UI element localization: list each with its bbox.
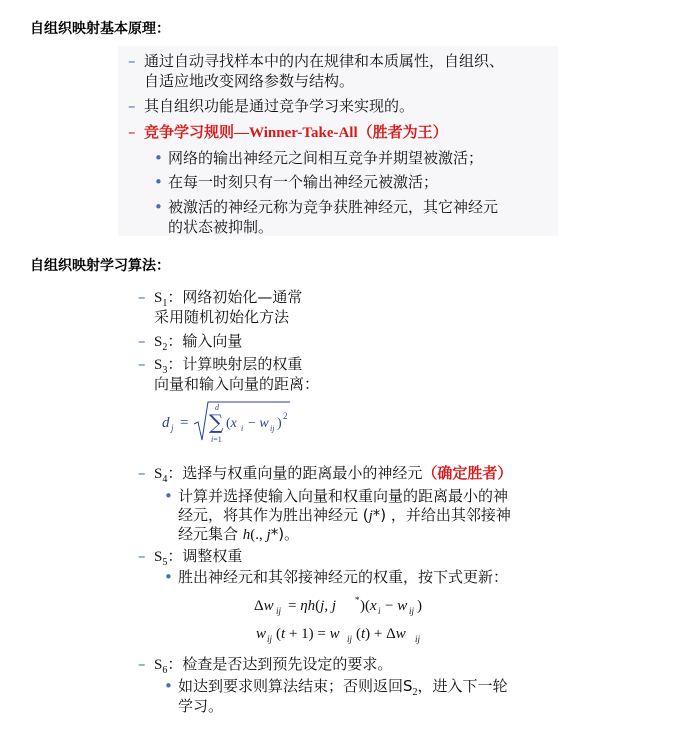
svg-text:Δw: Δw	[254, 598, 274, 614]
dash-icon: –	[138, 288, 146, 306]
svg-text:)(x: )(x	[360, 598, 377, 614]
dash-icon: –	[138, 547, 146, 565]
step-s2: – $S_2$：输入向量	[138, 332, 243, 353]
svg-text:− w: − w	[248, 416, 269, 431]
svg-text:ij: ij	[276, 606, 282, 616]
dash-icon: –	[138, 332, 146, 350]
svg-text:j: j	[171, 423, 174, 433]
svg-text:∑: ∑	[209, 410, 224, 434]
dash-icon: –	[128, 123, 136, 141]
svg-text:d: d	[215, 403, 219, 412]
s4-bullet-line3: 经元集合 h(., j*)。	[178, 525, 300, 543]
svg-text:): )	[277, 416, 282, 431]
step-s3-line2: 向量和输入向量的距离：	[154, 375, 320, 393]
s5-bullet: • 胜出神经元和其邻接神经元的权重，按下式更新：	[164, 568, 509, 586]
s1-bullet1: • 网络的输出神经元之间相互竞争并期望被激活；	[154, 149, 484, 167]
dash-icon: –	[138, 655, 146, 673]
svg-text:w: w	[256, 626, 267, 642]
svg-text:d: d	[162, 415, 170, 431]
s4-bullet-line2: 经元，将其作为胜出神经元 (j*) ，并给出其邻接神	[178, 506, 511, 524]
svg-text:ij: ij	[409, 606, 415, 616]
dash-icon: –	[138, 464, 146, 482]
dash-icon: –	[128, 52, 136, 70]
dash-icon: –	[138, 355, 146, 373]
svg-text:− w: − w	[385, 598, 408, 614]
step-s5: – $S_5$：调整权重	[138, 547, 243, 568]
dash-icon: –	[128, 97, 136, 115]
bullet-icon: •	[164, 568, 173, 586]
step-s1-line1: – $S_1$：网络初始化—通常	[138, 288, 303, 309]
svg-text:=: =	[180, 415, 189, 431]
svg-text:ij: ij	[347, 634, 353, 644]
svg-text:i: i	[378, 606, 381, 616]
bullet-icon: •	[164, 677, 173, 695]
s6-bullet-line1: • 如达到要求则算法结束；否则返回$S_2$，进入下一轮	[164, 677, 508, 698]
svg-text:*: *	[355, 595, 360, 605]
section1-heading: 自组织映射基本原理：	[30, 21, 170, 37]
section2-heading: 自组织映射学习算法：	[30, 258, 170, 274]
bullet-icon: •	[164, 487, 173, 505]
svg-text:i: i	[241, 424, 244, 433]
step-s6: – $S_6$：检查是否达到预先设定的要求。	[138, 655, 393, 676]
bullet-icon: •	[154, 149, 163, 167]
s1-item3-rule: – 竞争学习规则—Winner-Take-All（胜者为王）	[128, 123, 448, 141]
bullet-icon: •	[154, 198, 163, 216]
s6-bullet-line2: 学习。	[178, 697, 224, 715]
step-s4: – $S_4$：选择与权重向量的距离最小的神经元（确定胜者）	[138, 464, 513, 485]
svg-text:ij: ij	[415, 634, 421, 644]
svg-text:ij: ij	[270, 424, 275, 433]
s1-bullet3-line2: 的状态被抑制。	[168, 218, 274, 236]
s1-bullet3-line1: • 被激活的神经元称为竞争获胜神经元，其它神经元	[154, 198, 499, 216]
svg-text:2: 2	[283, 411, 288, 421]
s1-item1-line1: – 通过自动寻找样本中的内在规律和本质属性，自组织、	[128, 52, 505, 70]
svg-text:(t + 1) = w: (t + 1) = w	[276, 626, 340, 642]
svg-text:ij: ij	[267, 634, 273, 644]
svg-text:= ηh(j, j: = ηh(j, j	[288, 598, 337, 614]
step-s3-line1: – $S_3$：计算映射层的权重	[138, 355, 303, 376]
s1-item1-line2: 自适应地改变网络参数与结构。	[144, 72, 355, 90]
update-formula	[252, 592, 442, 648]
s1-bullet2: • 在每一时刻只有一个输出神经元被激活；	[154, 173, 439, 191]
svg-text:(t) + Δw: (t) + Δw	[356, 626, 406, 642]
s1-item2: – 其自组织功能是通过竞争学习来实现的。	[128, 97, 415, 115]
s4-bullet-line1: • 计算并选择使输入向量和权重向量的距离最小的神	[164, 487, 509, 505]
svg-text:i=1: i=1	[211, 435, 222, 444]
bullet-icon: •	[154, 173, 163, 191]
svg-text:(x: (x	[226, 416, 237, 431]
distance-formula	[160, 398, 310, 446]
svg-text:): )	[417, 598, 422, 614]
step-s1-line2: 采用随机初始化方法	[154, 308, 290, 326]
